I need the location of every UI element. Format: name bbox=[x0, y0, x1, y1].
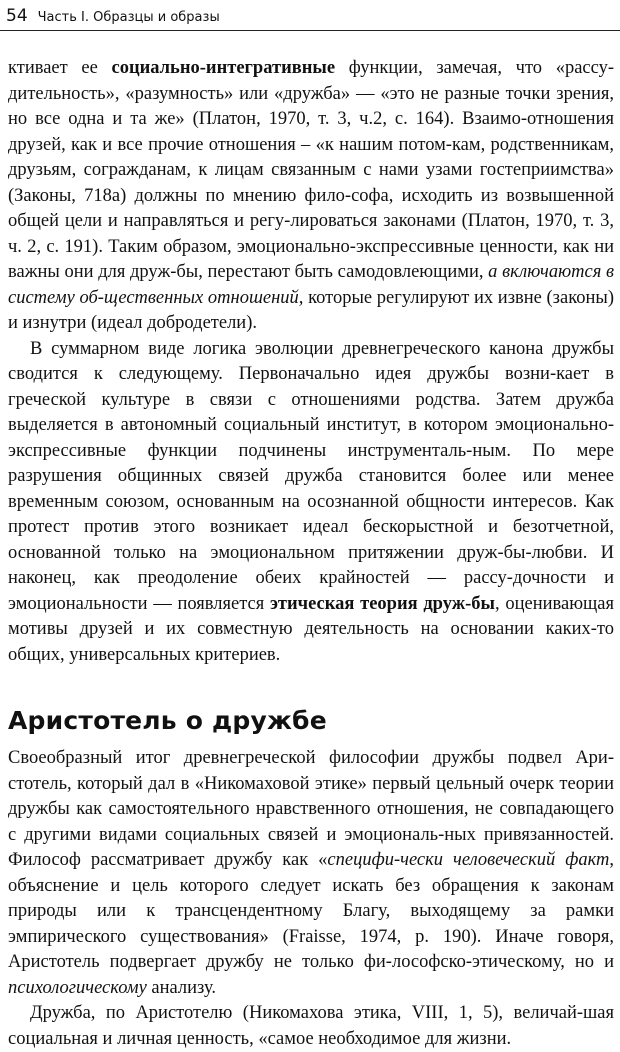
text-run: анализу. bbox=[146, 977, 216, 998]
bold-term: этическая теория друж-бы bbox=[269, 593, 495, 614]
header-rule bbox=[0, 30, 620, 31]
running-head bbox=[6, 6, 614, 32]
text-run: ктивает ее bbox=[8, 58, 112, 78]
text-run: , оценивающая мотивы друзей и их совместную деятельность на основании каких-то общих, универсальных критериев. bbox=[8, 593, 614, 665]
running-title: Часть I. Образцы и образы bbox=[37, 10, 220, 25]
paragraph-1 bbox=[8, 56, 614, 337]
italic-phrase: а включаются в систему об-щественных отношений, bbox=[8, 262, 614, 308]
text-run: Своеобразный итог древнегреческой философии дружбы подвел Ари-стотель, который дал в «Никомаховой этике» первый цельный очерк теории дружбы как самостоятельного нравственного отношения, не совпадающего с другими видами социальных связей и эмоциональ-ных привязанностей. Философ рассматривает дружбу как « bbox=[8, 748, 614, 870]
section-heading: Аристотель о дружбе bbox=[8, 706, 327, 735]
italic-phrase: психологическому bbox=[8, 977, 147, 998]
text-run: , объяснение и цель которого следует искать без обращения к законам природы или к трансцендентному Благу, выходящему за рамки эмпирического существования» (Fraisse, 1974, p. 190). Иначе говоря, Аристотель подвергает дружбу не только фи-лософско-этическому, но и bbox=[8, 850, 614, 972]
body-text bbox=[8, 56, 614, 1052]
text-run: В суммарном виде логика эволюции древнегреческого канона дружбы сводится к следующему. Первоначально идея дружбы возни-кает в греческой культуре в связи с отношениями родства. Затем дружба выделяется в автономный социальный институт, в котором эмоционально-экспрессивные функции подчинены инструменталь-ным. По мере разрушения общинных связей дружба становится более или менее временным союзом, основанным на осознанной общности интересов. Как протест против этого возникает идеал бескорыстной и безотчетной, основанной только на эмоциональном притяжении друж-бы-любви. И наконец, как преодоление обеих крайностей — рассу-дочности и эмоциональности — появляется bbox=[8, 338, 614, 614]
text-run: Дружба, по Аристотелю (Никомахова этика, VIII, 1, 5), величай-шая социальная и личная ценность, «самое необходимое для жизни. bbox=[8, 1003, 614, 1049]
page-number: 54 bbox=[6, 6, 28, 26]
paragraph-3 bbox=[8, 746, 614, 1001]
paragraph-4 bbox=[8, 1001, 614, 1052]
paragraph-2 bbox=[8, 337, 614, 669]
italic-phrase: специфи-чески человеческий факт bbox=[327, 850, 610, 870]
bold-term: социально-интегративные bbox=[111, 58, 336, 78]
text-run: функции, замечая, что «рассу-дительность», «разумность» или «дружба» — «это не разные точки зрения, но все одна и та же» (Платон, 1970, т. 3, ч.2, с. 164). Взаимо-отношения друзей, как и все прочие отношения – «к нашим потом-кам, родственникам, друзьям, согражданам, к лицам связанным с нами узами гостеприимства» (Законы, 718а) должны по мнению фило-софа, исходить из возвышенной общей цели и направляться и регу-лироваться законами (Платон, 1970, т. 3, ч. 2, с. 191). Таким образом, эмоционально-экспрессивные ценности, как ни важны они для друж-бы, перестают быть самодовлеющими, bbox=[8, 58, 615, 282]
text-run: которые регулируют их извне (законы) и изнутри (идеал добродетели). bbox=[8, 287, 614, 333]
